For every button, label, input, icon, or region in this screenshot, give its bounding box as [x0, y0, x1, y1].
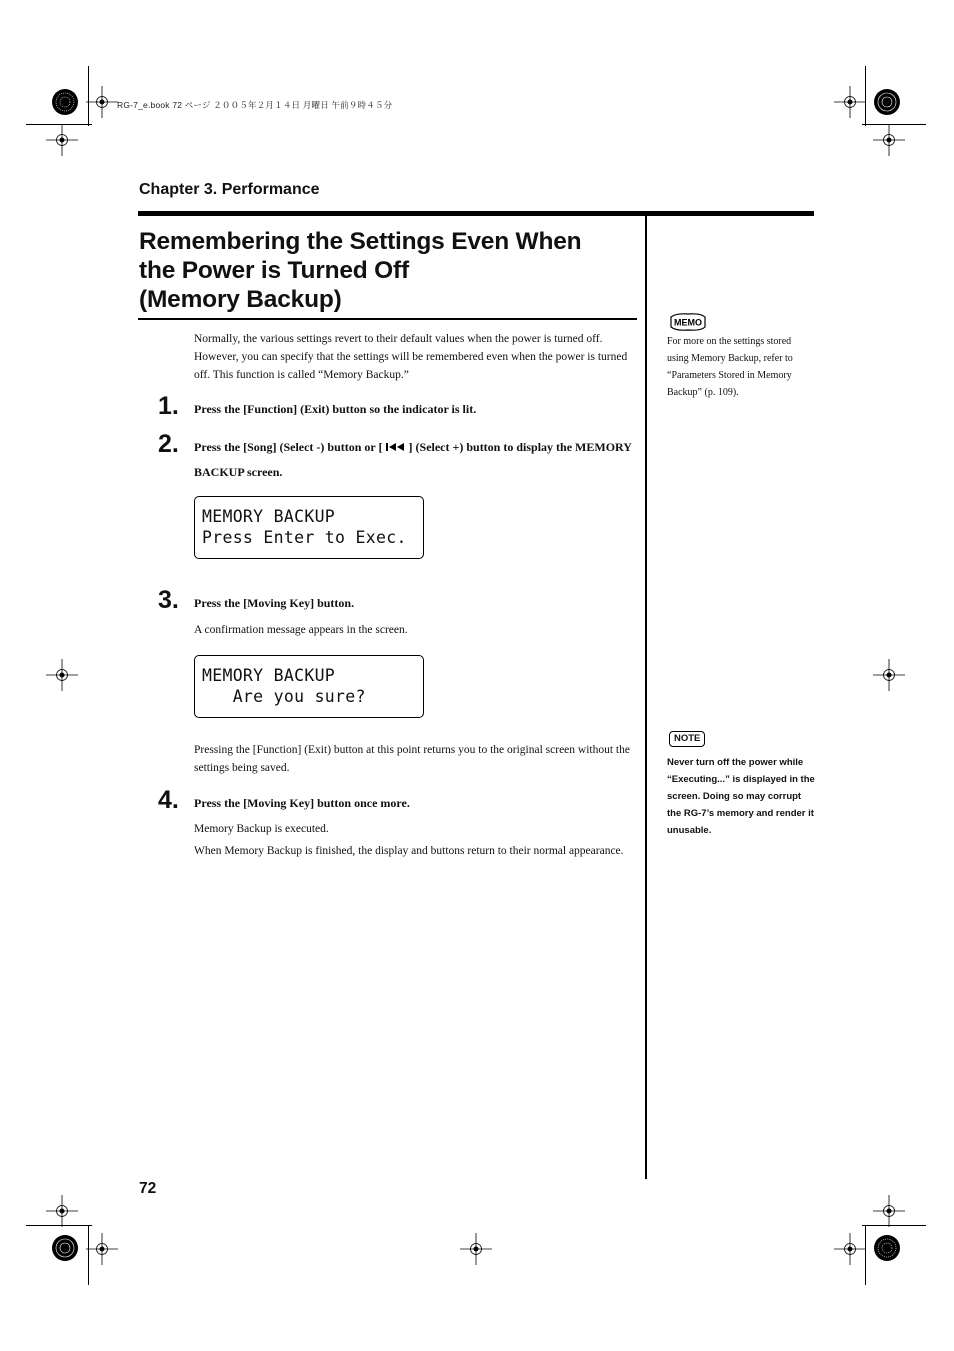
registration-target-icon — [51, 88, 79, 116]
crosshair-icon — [873, 124, 905, 156]
step-detail: When Memory Backup is finished, the display and buttons return to their normal appearance. — [194, 845, 624, 857]
step-instruction: Press the [Moving Key] button once more. — [194, 796, 410, 810]
memo-text: For more on the settings stored using Memory Backup, refer to “Parameters Stored in Memory Backup” (p. 109). — [667, 336, 793, 398]
registration-target-icon — [873, 88, 901, 116]
crop-mark — [865, 66, 866, 126]
step-number: 1. — [158, 392, 179, 420]
note-text: Never turn off the power while “Executing...” is displayed in the screen. Doing so may corrupt the RG-7’s memory and render it unusable. — [667, 757, 815, 836]
section-title-line: (Memory Backup) — [139, 286, 342, 313]
crop-mark — [88, 66, 89, 126]
chapter-heading: Chapter 3. Performance — [139, 181, 320, 198]
section-title-line: the Power is Turned Off — [139, 257, 409, 284]
step-instruction: Press the [Function] (Exit) button so the indicator is lit. — [194, 402, 477, 416]
crosshair-icon — [46, 1195, 78, 1227]
crosshair-icon — [873, 659, 905, 691]
crosshair-icon — [86, 86, 118, 118]
intro-paragraph: Normally, the various settings revert to their default values when the power is turned off. However, you can specify that the settings will be remembered even when the power is turned off. This function is called “Memory Backup.” — [194, 333, 628, 381]
section-title — [139, 227, 639, 314]
lcd-screen — [194, 655, 424, 718]
lcd-screen — [194, 496, 424, 559]
crosshair-icon — [873, 1195, 905, 1227]
section-title-line: Remembering the Settings Even When — [139, 228, 582, 255]
crop-mark — [26, 124, 92, 125]
crop-mark — [865, 1225, 866, 1285]
page-number: 72 — [139, 1180, 157, 1197]
crosshair-icon — [86, 1233, 118, 1265]
step-detail: A confirmation message appears in the screen. — [194, 624, 408, 636]
column-divider — [645, 215, 647, 1179]
crop-mark — [26, 1225, 92, 1226]
note-label: NOTE — [669, 731, 705, 747]
step-number: 2. — [158, 430, 179, 458]
step-text-part: ] (Select +) button to display the MEMORY BACKUP screen. — [194, 440, 632, 480]
lcd-line: MEMORY BACKUP — [202, 507, 336, 526]
memo-label: MEMO — [674, 317, 702, 328]
crosshair-icon — [460, 1233, 492, 1265]
step-number: 3. — [158, 586, 179, 614]
lcd-line: MEMORY BACKUP — [202, 666, 336, 685]
step-number: 4. — [158, 786, 179, 814]
crosshair-icon — [46, 659, 78, 691]
crosshair-icon — [834, 86, 866, 118]
title-rule — [138, 318, 637, 320]
crosshair-icon — [46, 124, 78, 156]
crop-mark — [88, 1225, 89, 1285]
header-rule — [138, 211, 814, 216]
step-instruction: Press the [Moving Key] button. — [194, 596, 355, 610]
cancel-paragraph: Pressing the [Function] (Exit) button at this point returns you to the original screen without the settings being saved. — [194, 744, 630, 774]
step-detail: Memory Backup is executed. — [194, 823, 329, 835]
step-instruction — [194, 435, 634, 484]
registration-target-icon — [873, 1234, 901, 1262]
rewind-icon — [385, 436, 407, 460]
crosshair-icon — [834, 1233, 866, 1265]
lcd-line: Press Enter to Exec. — [202, 528, 407, 547]
lcd-line: Are you sure? — [202, 687, 366, 706]
print-header: RG-7_e.book 72 ページ ２００５年２月１４日 月曜日 午前９時４５分 — [117, 100, 393, 110]
crop-mark — [862, 124, 926, 125]
registration-target-icon — [51, 1234, 79, 1262]
step-text-part: Press the [Song] (Select -) button or [ — [194, 440, 383, 454]
crop-mark — [862, 1225, 926, 1226]
